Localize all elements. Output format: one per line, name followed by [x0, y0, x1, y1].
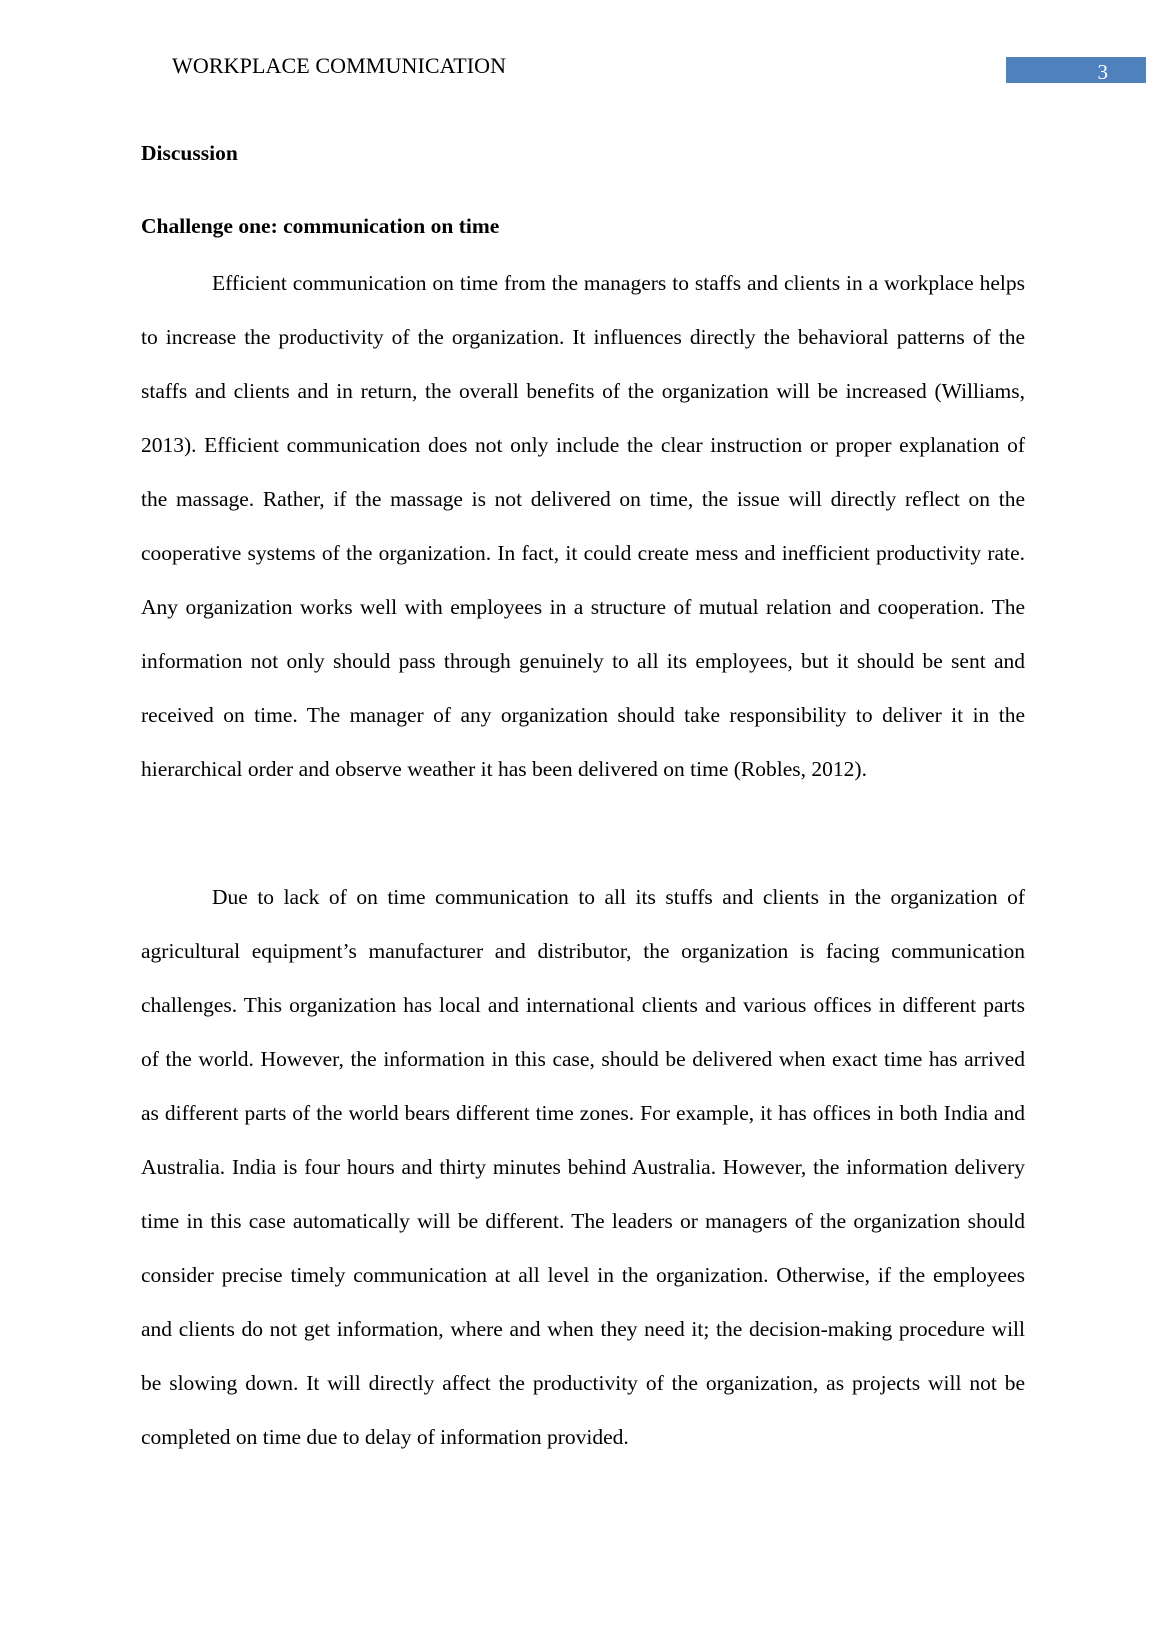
body-paragraph-1: Efficient communication on time from the managers to staffs and clients in a workplace helps to increase the productivity of the organization. It influences directly the behavioral patterns of the staffs and clients and in return, the overall benefits of the organization will be increased (Williams, 2013). Efficient communication does not only include the clear instruction or proper explanation of the massage. Rather, if the massage is not delivered on time, the issue will directly reflect on the cooperative systems of the organization. In fact, it could create mess and inefficient productivity rate. Any organization works well with employees in a structure of mutual relation and cooperation. The information not only should pass through genuinely to all its employees, but it should be sent and received on time. The manager of any organization should take responsibility to deliver it in the hierarchical order and observe weather it has been delivered on time (Robles, 2012). [141, 271, 1025, 781]
body-paragraph-2: Due to lack of on time communication to all its stuffs and clients in the organization of agricultural equipment’s manufacturer and distributor, the organization is facing communication challenges. This organization has local and international clients and various offices in different parts of the world. However, the information in this case, should be delivered when exact time has arrived as different parts of the world bears different time zones. For example, it has offices in both India and Australia. India is four hours and thirty minutes behind Australia. However, the information delivery time in this case automatically will be different. The leaders or managers of the organization should consider precise timely communication at all level in the organization. Otherwise, if the employees and clients do not get information, where and when they need it; the decision-making procedure will be slowing down. It will directly affect the productivity of the organization, as projects will not be completed on time due to delay of information provided. [141, 885, 1025, 1449]
running-head: WORKPLACE COMMUNICATION [172, 53, 507, 78]
subsection-heading-challenge-one: Challenge one: communication on time [141, 214, 500, 238]
section-heading-discussion: Discussion [141, 141, 238, 165]
page-number-badge [1006, 57, 1146, 83]
page-number: 3 [1097, 60, 1108, 84]
